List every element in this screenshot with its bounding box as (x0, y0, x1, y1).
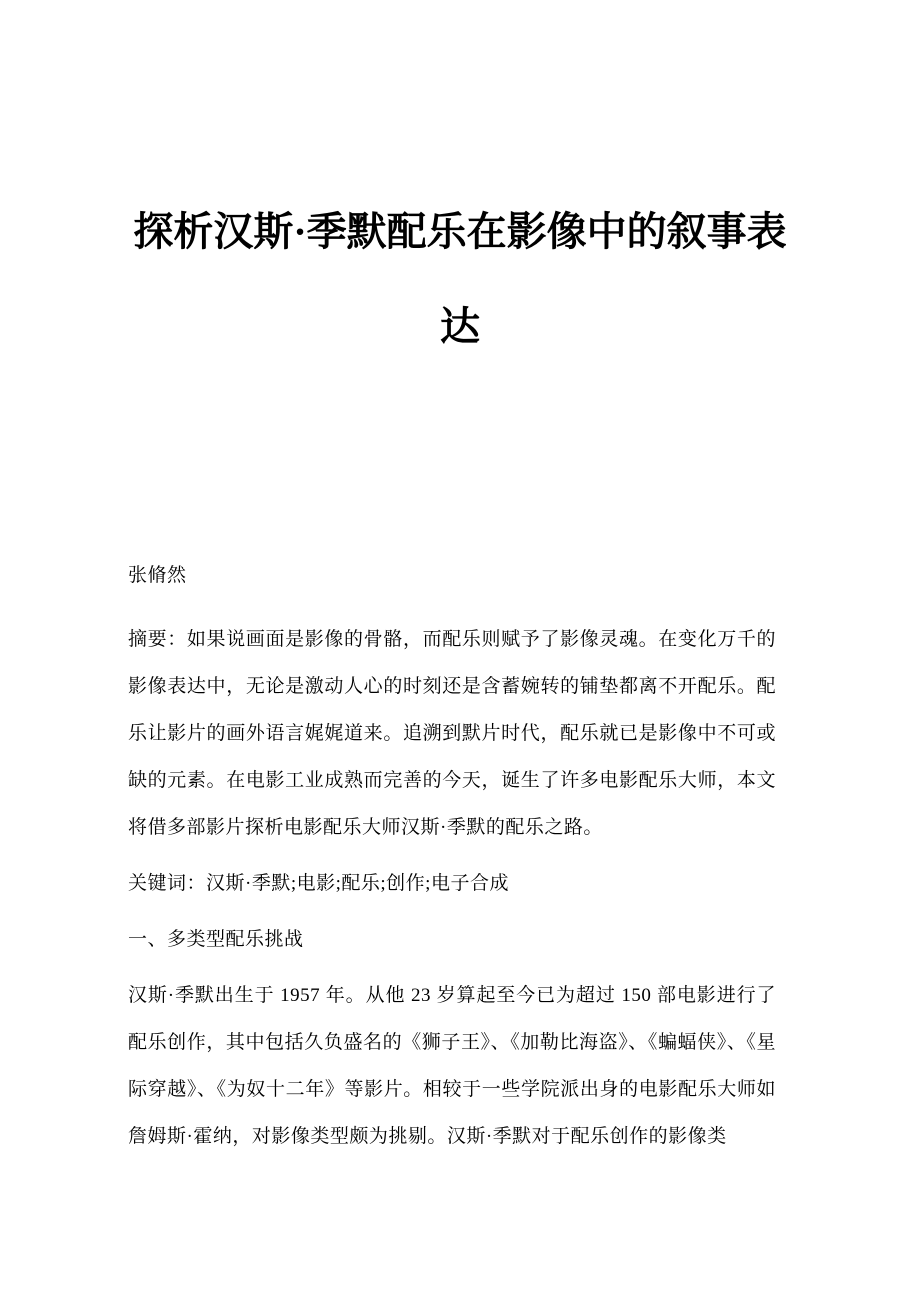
abstract-paragraph: 摘要：如果说画面是影像的骨骼，而配乐则赋予了影像灵魂。在变化万千的影像表达中，无论是激动人心的时刻还是含蓄婉转的铺垫都离不开配乐。配乐让影片的画外语言娓娓道来。追溯到默片时代，配乐就已是影像中不可或缺的元素。在电影工业成熟而完善的今天，诞生了许多电影配乐大师，本文将借多部影片探析电影配乐大师汉斯·季默的配乐之路。 (128, 629, 776, 838)
keywords-line: 关键词：汉斯·季默;电影;配乐;创作;电子合成 (128, 873, 509, 894)
document-title (128, 184, 792, 374)
body-paragraph: 汉斯·季默出生于 1957 年。从他 23 岁算起至今已为超过 150 部电影进行了配乐创作，其中包括久负盛名的《狮子王》、《加勒比海盗》、《蝙蝠侠》、《星际穿越》、《为奴十二年》等影片。相较于一些学院派出身的电影配乐大师如詹姆斯·霍纳，对影像类型颇为挑剔。汉斯·季默对于配乐创作的影像类 (128, 985, 776, 1147)
document-title-line-2: 达 (440, 304, 480, 349)
section-heading: 一、多类型配乐挑战 (128, 929, 304, 950)
document-title-line-1: 探析汉斯·季默配乐在影像中的叙事表 (133, 209, 787, 254)
author-name: 张脩然 (128, 565, 187, 586)
